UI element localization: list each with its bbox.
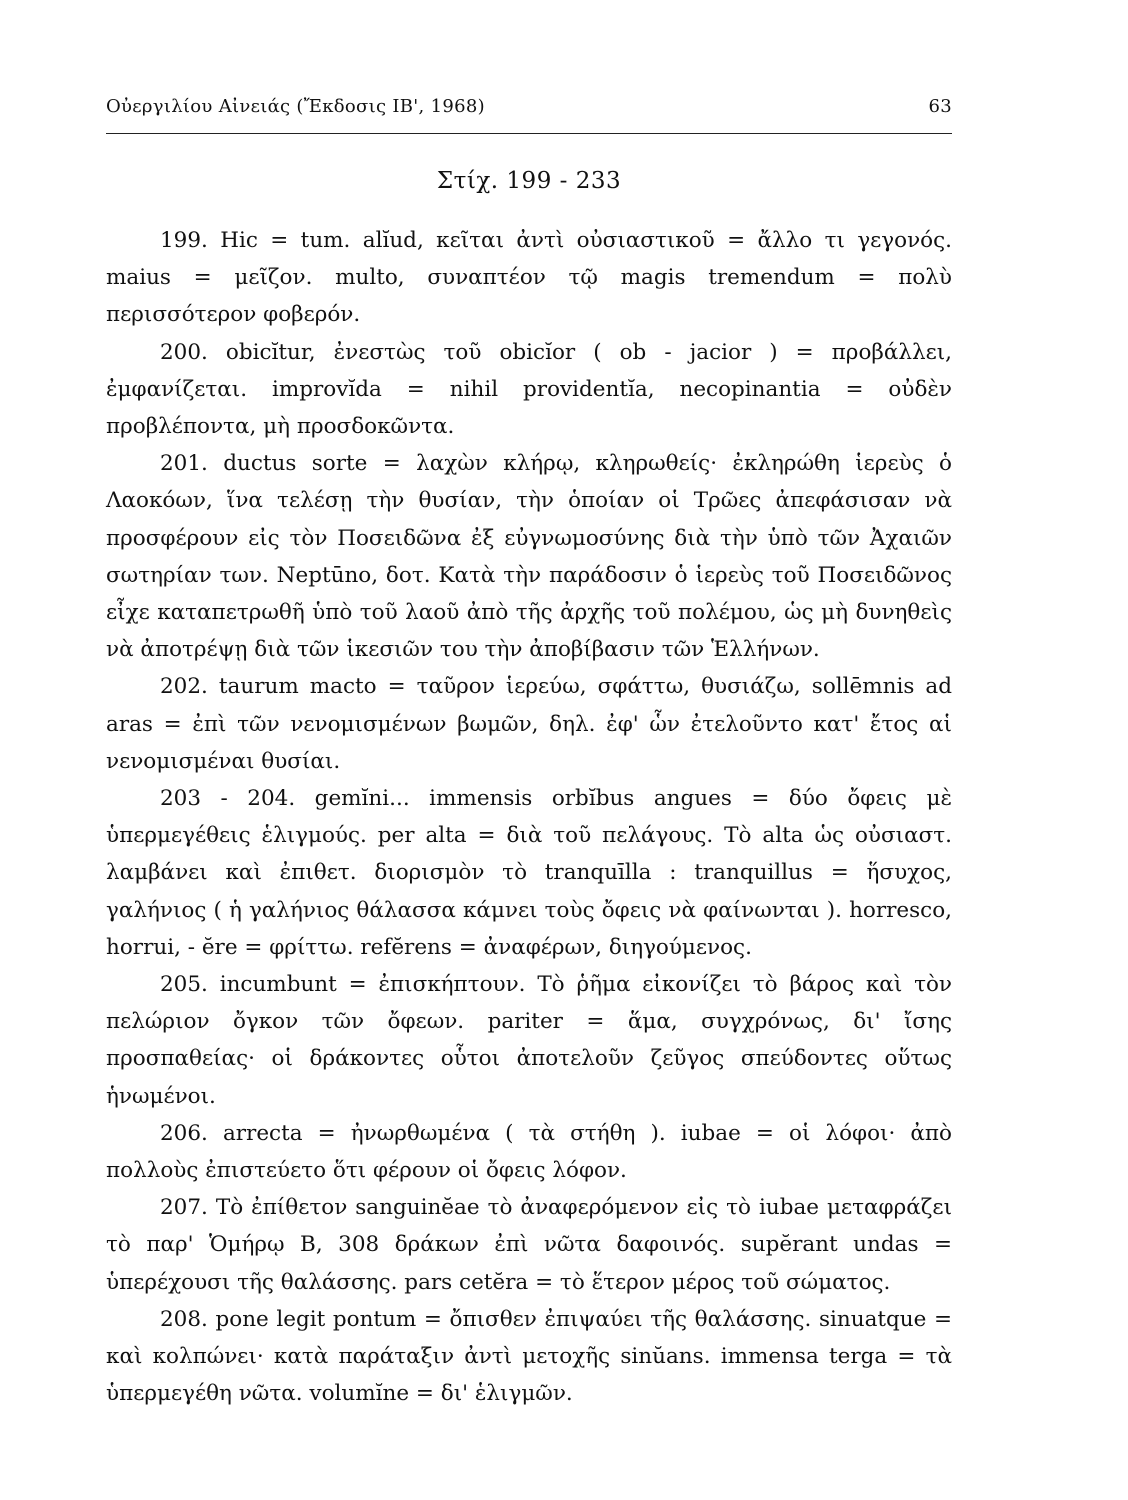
paragraph-206: 206. arrecta = ἠνωρθωμένα ( τὰ στήθη ). iubae = οἱ λόφοι· ἀπὸ πολλοὺς ἐπιστεύετο ὅτι φέρουν οἱ ὄφεις λόφον. — [106, 1120, 952, 1184]
paragraph-205: 205. incumbunt = ἐπισκήπτουν. Τὸ ῥῆμα εἰκονίζει τὸ βάρος καὶ τὸν πελώριον ὄγκον τῶν ὄφεων. pariter = ἅμα, συγχρόνως, δι' ἴσης προσπαθείας· οἱ δράκοντες οὗτοι ἀποτελοῦν ζεῦγος σπεύδοντες οὕτως ἡνωμένοι. — [106, 972, 952, 1109]
paragraph-208: 208. pone legit pontum = ὄπισθεν ἐπιψαύει τῆς θαλάσσης. sinuatque = καὶ κολπώνει· κατὰ παράταξιν ἀντὶ μετοχῆς sinŭans. immensa terga = τὰ ὑπερμεγέθη νῶτα. volumĭne = δι' ἑλιγμῶν. — [106, 1306, 952, 1407]
commentary-text — [106, 222, 952, 1413]
paragraph-202: 202. taurum macto = ταῦρον ἱερεύω, σφάττω, θυσιάζω, sollēmnis ad aras = ἐπὶ τῶν νενομισμένων βωμῶν, δηλ. ἐφ' ὧν ἐτελοῦντο κατ' ἔτος αἱ νενομισμέναι θυσίαι. — [106, 674, 952, 774]
section-title: Στίχ. 199 - 233 — [436, 168, 622, 194]
paragraph-207: 207. Τὸ ἐπίθετον sanguinĕae τὸ ἀναφερόμενον εἰς τὸ iubae μεταφράζει τὸ παρ' Ὁμήρῳ Β, 308 δράκων ἐπὶ νῶτα δαφοινός. supĕrant undas = ὑπερέχουσι τῆς θαλάσσης. pars cetĕra = τὸ ἕτερον μέρος τοῦ σώματος. — [106, 1195, 952, 1295]
paragraph-200: 200. obicĭtur, ἐνεστὼς τοῦ obicĭor ( ob - jacior ) = προβάλλει, ἐμφανίζεται. improvĭda = nihil providentĭa, necopinantia = οὐδὲν προβλέποντα, μὴ προσδοκῶντα. — [106, 339, 952, 440]
paragraph-201: 201. ductus sorte = λαχὼν κλήρῳ, κληρωθείς· ἐκληρώθη ἱερεὺς ὁ Λαοκόων, ἵνα τελέσῃ τὴν θυσίαν, τὴν ὁποίαν οἱ Τρῶες ἀπεφάσισαν νὰ προσφέρουν εἰς τὸν Ποσειδῶνα ἐξ εὐγνωμοσύνης διὰ τὴν ὑπὸ τῶν Ἀχαιῶν σωτηρίαν των. Neptūno, δοτ. Κατὰ τὴν παράδοσιν ὁ ἱερεὺς τοῦ Ποσειδῶνος εἶχε καταπετρωθῆ ὑπὸ τοῦ λαοῦ ἀπὸ τῆς ἀρχῆς τοῦ πολέμου, ὡς μὴ δυνηθεὶς νὰ ἀποτρέψῃ διὰ τῶν ἱκεσιῶν του τὴν ἀποβίβασιν τῶν Ἑλλήνων. — [106, 451, 952, 663]
running-title: Οὐεργιλίου Αἰνειάς (Ἔκδοσις ΙΒ', 1968) — [106, 96, 485, 117]
paragraph-203-204: 203 - 204. gemĭni... immensis orbĭbus angues = δύο ὄφεις μὲ ὑπερμεγέθεις ἑλιγμούς. per alta = διὰ τοῦ πελάγους. Τὸ alta ὡς οὐσιαστ. λαμβάνει καὶ ἐπιθετ. διορισμὸν τὸ tranquīlla : tranquillus = ἥσυχος, γαλήνιος ( ἡ γαλήνιος θάλασσα κάμνει τοὺς ὄφεις νὰ φαίνωνται ). horresco, horrui, - ĕre = φρίττω. refĕrens = ἀναφέρων, διηγούμενος. — [106, 786, 952, 960]
page — [106, 96, 952, 1413]
running-header — [106, 96, 952, 134]
paragraph-199: 199. Hic = tum. alĭud, κεῖται ἀντὶ οὐσιαστικοῦ = ἄλλο τι γεγονός. maius = μεῖζον. multo, συναπτέον τῷ magis tremendum = πολὺ περισσότερον φοβερόν. — [106, 228, 952, 328]
page-number: 63 — [928, 96, 952, 117]
